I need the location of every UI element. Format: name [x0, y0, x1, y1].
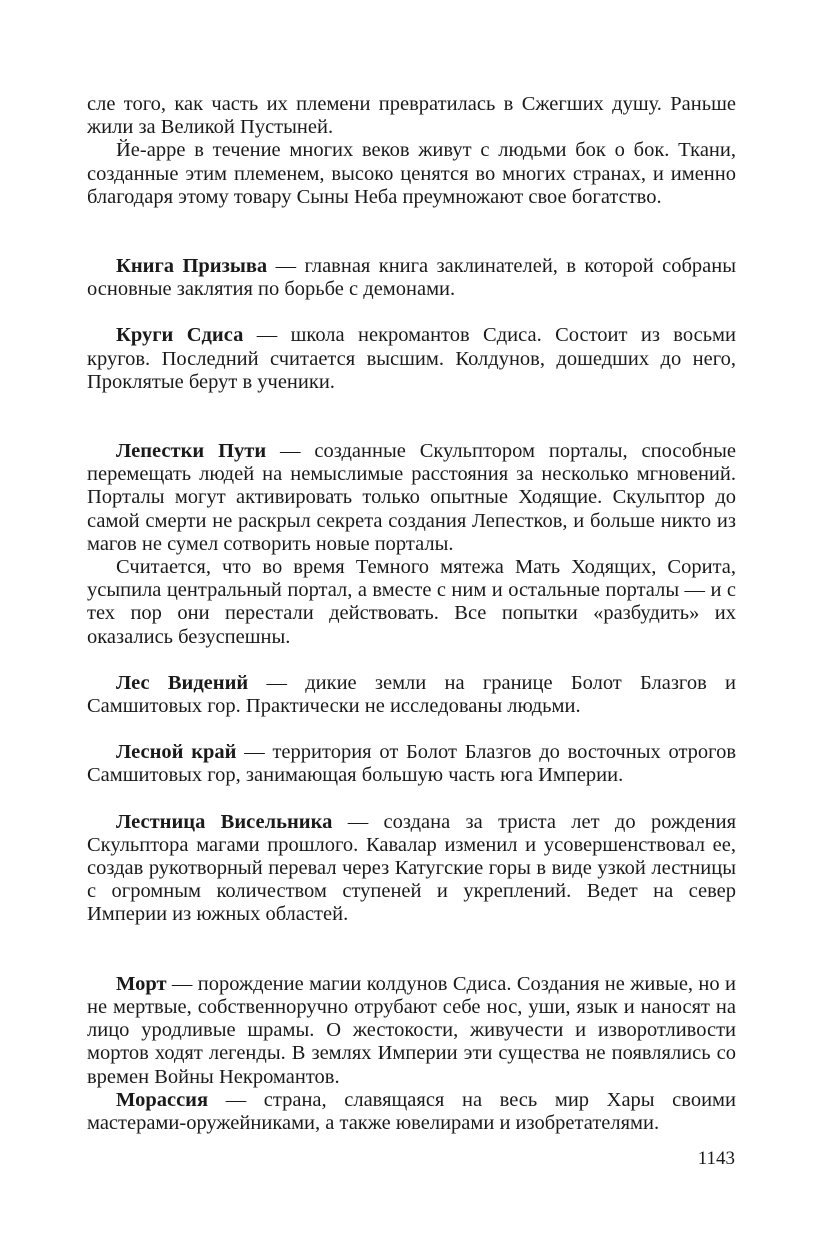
- entry-term: Лес Видений: [116, 671, 249, 694]
- entry-text: Йе-арре в течение многих веков живут с людьми бок о бок. Ткани, созданные этим племенем, высоко ценятся во многих странах, и именно благодаря этому товару Сыны Неба преумножают свое богатство.: [87, 139, 736, 208]
- glossary-entry: [87, 973, 736, 1089]
- entry-term: Лесной край: [116, 741, 237, 764]
- entry-term: Книга Призыва: [116, 255, 268, 278]
- entry-text: — порождение магии колдунов Сдиса. Создания не живые, но и не мертвые, собственноручно отрубают себе нос, уши, язык и наносят на лицо уродливые шрамы. О жестокости, живучести и изворотливости мортов ходят легенды. В землях Империи эти существа не появлялись со времен Войны Некромантов.: [87, 972, 736, 1088]
- entry-text: — создана за триста лет до рождения Скульптора магами прошлого. Кавалар изменил и усовершенствовал ее, создав рукотворный перевал через Катугские горы в виде узкой лестницы с огромным количеством ступеней и укреплений. Ведет на север Империи из южных областей.: [87, 810, 736, 926]
- glossary-entry: [87, 811, 736, 927]
- entry-term: Морт: [116, 972, 167, 995]
- paragraph: [87, 93, 736, 139]
- glossary-entry: [87, 1089, 736, 1135]
- entry-text: — дикие земли на границе Болот Блазгов и Самшитовых гор. Практически не исследованы людьми.: [87, 671, 736, 718]
- page-body: [87, 93, 736, 1135]
- entry-term: Лепестки Пути: [116, 440, 267, 463]
- entry-text: — страна, славящаяся на весь мир Хары своими мастерами-оружейниками, а также ювелирами и изобретателями.: [87, 1088, 736, 1134]
- entry-text: сле того, как часть их племени превратилась в Сжегших душу. Раньше жили за Великой Пустыней.: [87, 93, 736, 139]
- entry-text: — созданные Скульптором порталы, способные перемещать людей на немыслимые расстояния за несколько мгновений. Порталы могут активировать только опытные Ходящие. Скульптор до самой смерти не раскрыл секрета создания Лепестков, и больше никто из магов не сумел сотворить новые порталы.: [87, 440, 737, 555]
- paragraph: [87, 556, 736, 649]
- glossary-entry: [87, 440, 736, 556]
- entry-text: — школа некромантов Сдиса. Состоит из восьми кругов. Последний считается высшим. Колдунов, дошедших до него, Проклятые берут в ученики.: [87, 324, 737, 393]
- entry-text: — территория от Болот Блазгов до восточных отрогов Самшитовых гор, занимающая большую часть юга Империи.: [87, 741, 736, 787]
- glossary-entry: [87, 324, 736, 394]
- glossary-entry: [87, 255, 736, 301]
- entry-text: Считается, что во время Темного мятежа Мать Ходящих, Сорита, усыпила центральный портал, а вместе с ним и остальные порталы — и с тех пор они перестали действовать. Все попытки «разбудить» их оказались безуспешны.: [87, 556, 736, 648]
- glossary-entry: [87, 741, 736, 787]
- entry-term: Круги Сдиса: [116, 324, 244, 347]
- paragraph: [87, 139, 736, 209]
- glossary-entry: [87, 672, 736, 718]
- entry-text: — главная книга заклинателей, в которой собраны основные заклятия по борьбе с демонами.: [87, 255, 736, 301]
- page-number: 1143: [697, 1148, 735, 1169]
- entry-term: Морассия: [116, 1088, 209, 1111]
- entry-term: Лестница Висельника: [116, 810, 333, 833]
